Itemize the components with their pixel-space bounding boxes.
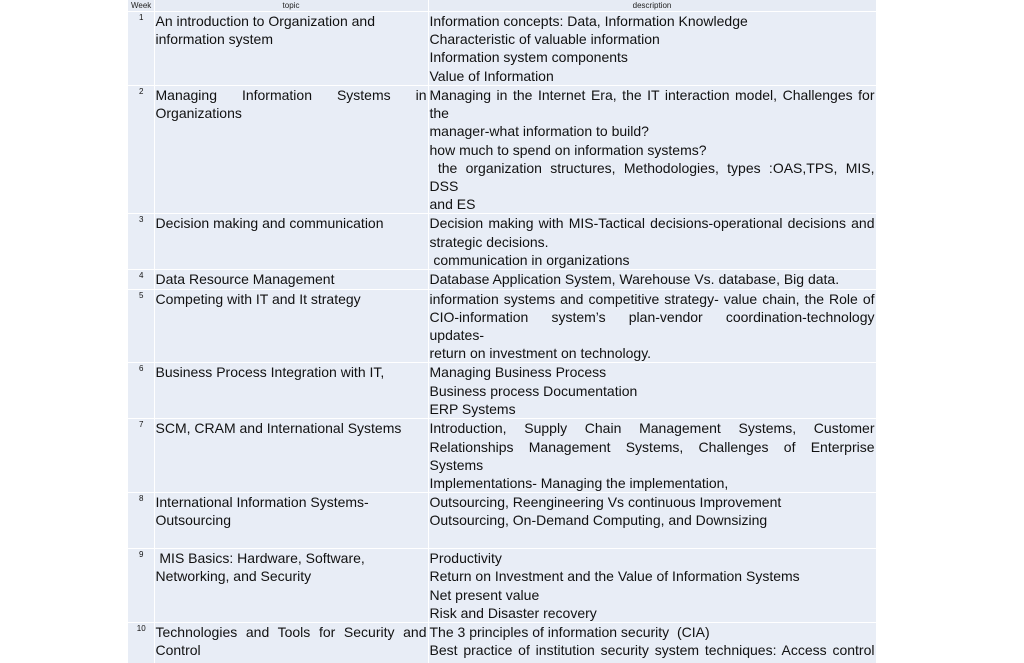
topic-line: Managing Information Systems in bbox=[155, 87, 427, 103]
description-line: Net present value bbox=[429, 586, 540, 603]
description-cell bbox=[428, 419, 876, 493]
description-column-header: description bbox=[428, 0, 876, 12]
description-line: ERP Systems bbox=[429, 400, 516, 417]
topic-line: Outsourcing bbox=[155, 512, 231, 529]
week-number: 4 bbox=[128, 270, 154, 289]
description-cell bbox=[428, 214, 876, 270]
week-number: 1 bbox=[128, 12, 154, 86]
topic-line: information system bbox=[155, 31, 273, 48]
topic-cell bbox=[154, 12, 428, 86]
table-row bbox=[128, 12, 876, 86]
description-line: Decision making with MIS-Tactical decisions-operational decisions and bbox=[429, 215, 875, 232]
description-line: Managing in the Internet Era, the IT interaction model, Challenges for the bbox=[429, 87, 875, 122]
topic-line: Control bbox=[155, 642, 201, 659]
description-line: communication in organizations bbox=[429, 251, 630, 268]
table-row bbox=[128, 289, 876, 363]
topic-cell bbox=[154, 214, 428, 270]
description-line: manager-what information to build? bbox=[429, 123, 649, 140]
description-line: information systems and competitive strategy- value chain, the Role of bbox=[429, 290, 875, 307]
table-row bbox=[128, 549, 876, 623]
topic-column-header: topic bbox=[154, 0, 428, 12]
table-row bbox=[128, 86, 876, 214]
topic-line: Data Resource Management bbox=[155, 271, 335, 288]
description-line: Managing Business Process bbox=[429, 364, 607, 381]
topic-cell bbox=[154, 493, 428, 549]
description-line: Outsourcing, Reengineering Vs continuous Improvement bbox=[429, 494, 782, 511]
description-line: Information concepts: Data, Information Knowledge bbox=[429, 13, 748, 29]
description-line: how much to spend on information systems? bbox=[429, 141, 707, 158]
description-line: Return on Investment and the Value of Information Systems bbox=[429, 568, 800, 585]
description-cell bbox=[428, 289, 876, 363]
description-line: Business process Documentation bbox=[429, 382, 638, 399]
topic-line: MIS Basics: Hardware, Software, bbox=[155, 550, 365, 567]
table-row bbox=[128, 363, 876, 419]
description-line: the organization structures, Methodologies, types :OAS,TPS, MIS, DSS bbox=[429, 159, 879, 195]
topic-line: Organizations bbox=[155, 105, 242, 122]
description-line: Relationships Management Systems, Challenges of Enterprise Systems bbox=[429, 438, 875, 473]
description-cell bbox=[428, 12, 876, 86]
description-line: Best practice of institution security system techniques: Access control bbox=[429, 642, 875, 659]
topic-line: Networking, and Security bbox=[155, 568, 312, 585]
week-number: 9 bbox=[128, 549, 154, 623]
topic-line: Competing with IT and It strategy bbox=[155, 290, 361, 307]
description-cell bbox=[428, 270, 876, 289]
description-cell bbox=[428, 623, 876, 663]
description-line: The 3 principles of information security (CIA) bbox=[429, 624, 710, 641]
topic-line: International Information Systems- bbox=[155, 494, 369, 511]
description-line: Risk and Disaster recovery bbox=[429, 604, 597, 621]
description-line: Information system components bbox=[429, 49, 628, 66]
description-cell bbox=[428, 363, 876, 419]
topic-cell bbox=[154, 419, 428, 493]
description-line: Outsourcing, On-Demand Computing, and Downsizing bbox=[429, 512, 768, 529]
description-line: and ES bbox=[429, 196, 476, 213]
table-row bbox=[128, 214, 876, 270]
topic-cell bbox=[154, 623, 428, 663]
description-line: Introduction, Supply Chain Management Systems, Customer bbox=[429, 420, 875, 437]
table-row bbox=[128, 623, 876, 663]
description-line: Value of Information bbox=[429, 67, 554, 84]
topic-cell bbox=[154, 363, 428, 419]
description-cell bbox=[428, 493, 876, 549]
description-line: Database Application System, Warehouse Vs. database, Big data. bbox=[429, 271, 840, 288]
topic-cell bbox=[154, 549, 428, 623]
description-cell bbox=[428, 549, 876, 623]
topic-line: Decision making and communication bbox=[155, 215, 384, 232]
topic-line: SCM, CRAM and International Systems bbox=[155, 420, 402, 437]
description-line: return on investment on technology. bbox=[429, 345, 652, 362]
description-cell bbox=[428, 86, 879, 214]
week-number: 7 bbox=[128, 419, 154, 493]
description-line: CIO-information system’s plan-vendor coordination-technology updates- bbox=[429, 308, 875, 344]
week-number: 5 bbox=[128, 289, 154, 363]
topic-cell bbox=[154, 289, 428, 363]
table-row bbox=[128, 493, 876, 549]
topic-line: An introduction to Organization and bbox=[155, 13, 375, 29]
topic-cell bbox=[154, 86, 428, 214]
description-line: strategic decisions. bbox=[429, 233, 549, 250]
week-number: 6 bbox=[128, 363, 154, 419]
topic-cell bbox=[154, 270, 428, 289]
week-column-header: Week bbox=[128, 0, 154, 12]
week-number: 3 bbox=[128, 214, 154, 270]
week-number: 2 bbox=[128, 86, 154, 214]
week-number: 10 bbox=[128, 623, 154, 663]
week-number: 8 bbox=[128, 493, 154, 549]
topic-line: Technologies and Tools for Security and bbox=[155, 624, 427, 641]
description-line: Implementations- Managing the implementation, bbox=[429, 475, 729, 492]
table-row bbox=[128, 419, 876, 493]
description-line: Productivity bbox=[429, 550, 502, 567]
header-row bbox=[128, 0, 876, 12]
syllabus-table bbox=[128, 0, 877, 663]
topic-line: Business Process Integration with IT, bbox=[155, 364, 385, 381]
description-line: Characteristic of valuable information bbox=[429, 31, 660, 48]
table-row bbox=[128, 270, 876, 289]
